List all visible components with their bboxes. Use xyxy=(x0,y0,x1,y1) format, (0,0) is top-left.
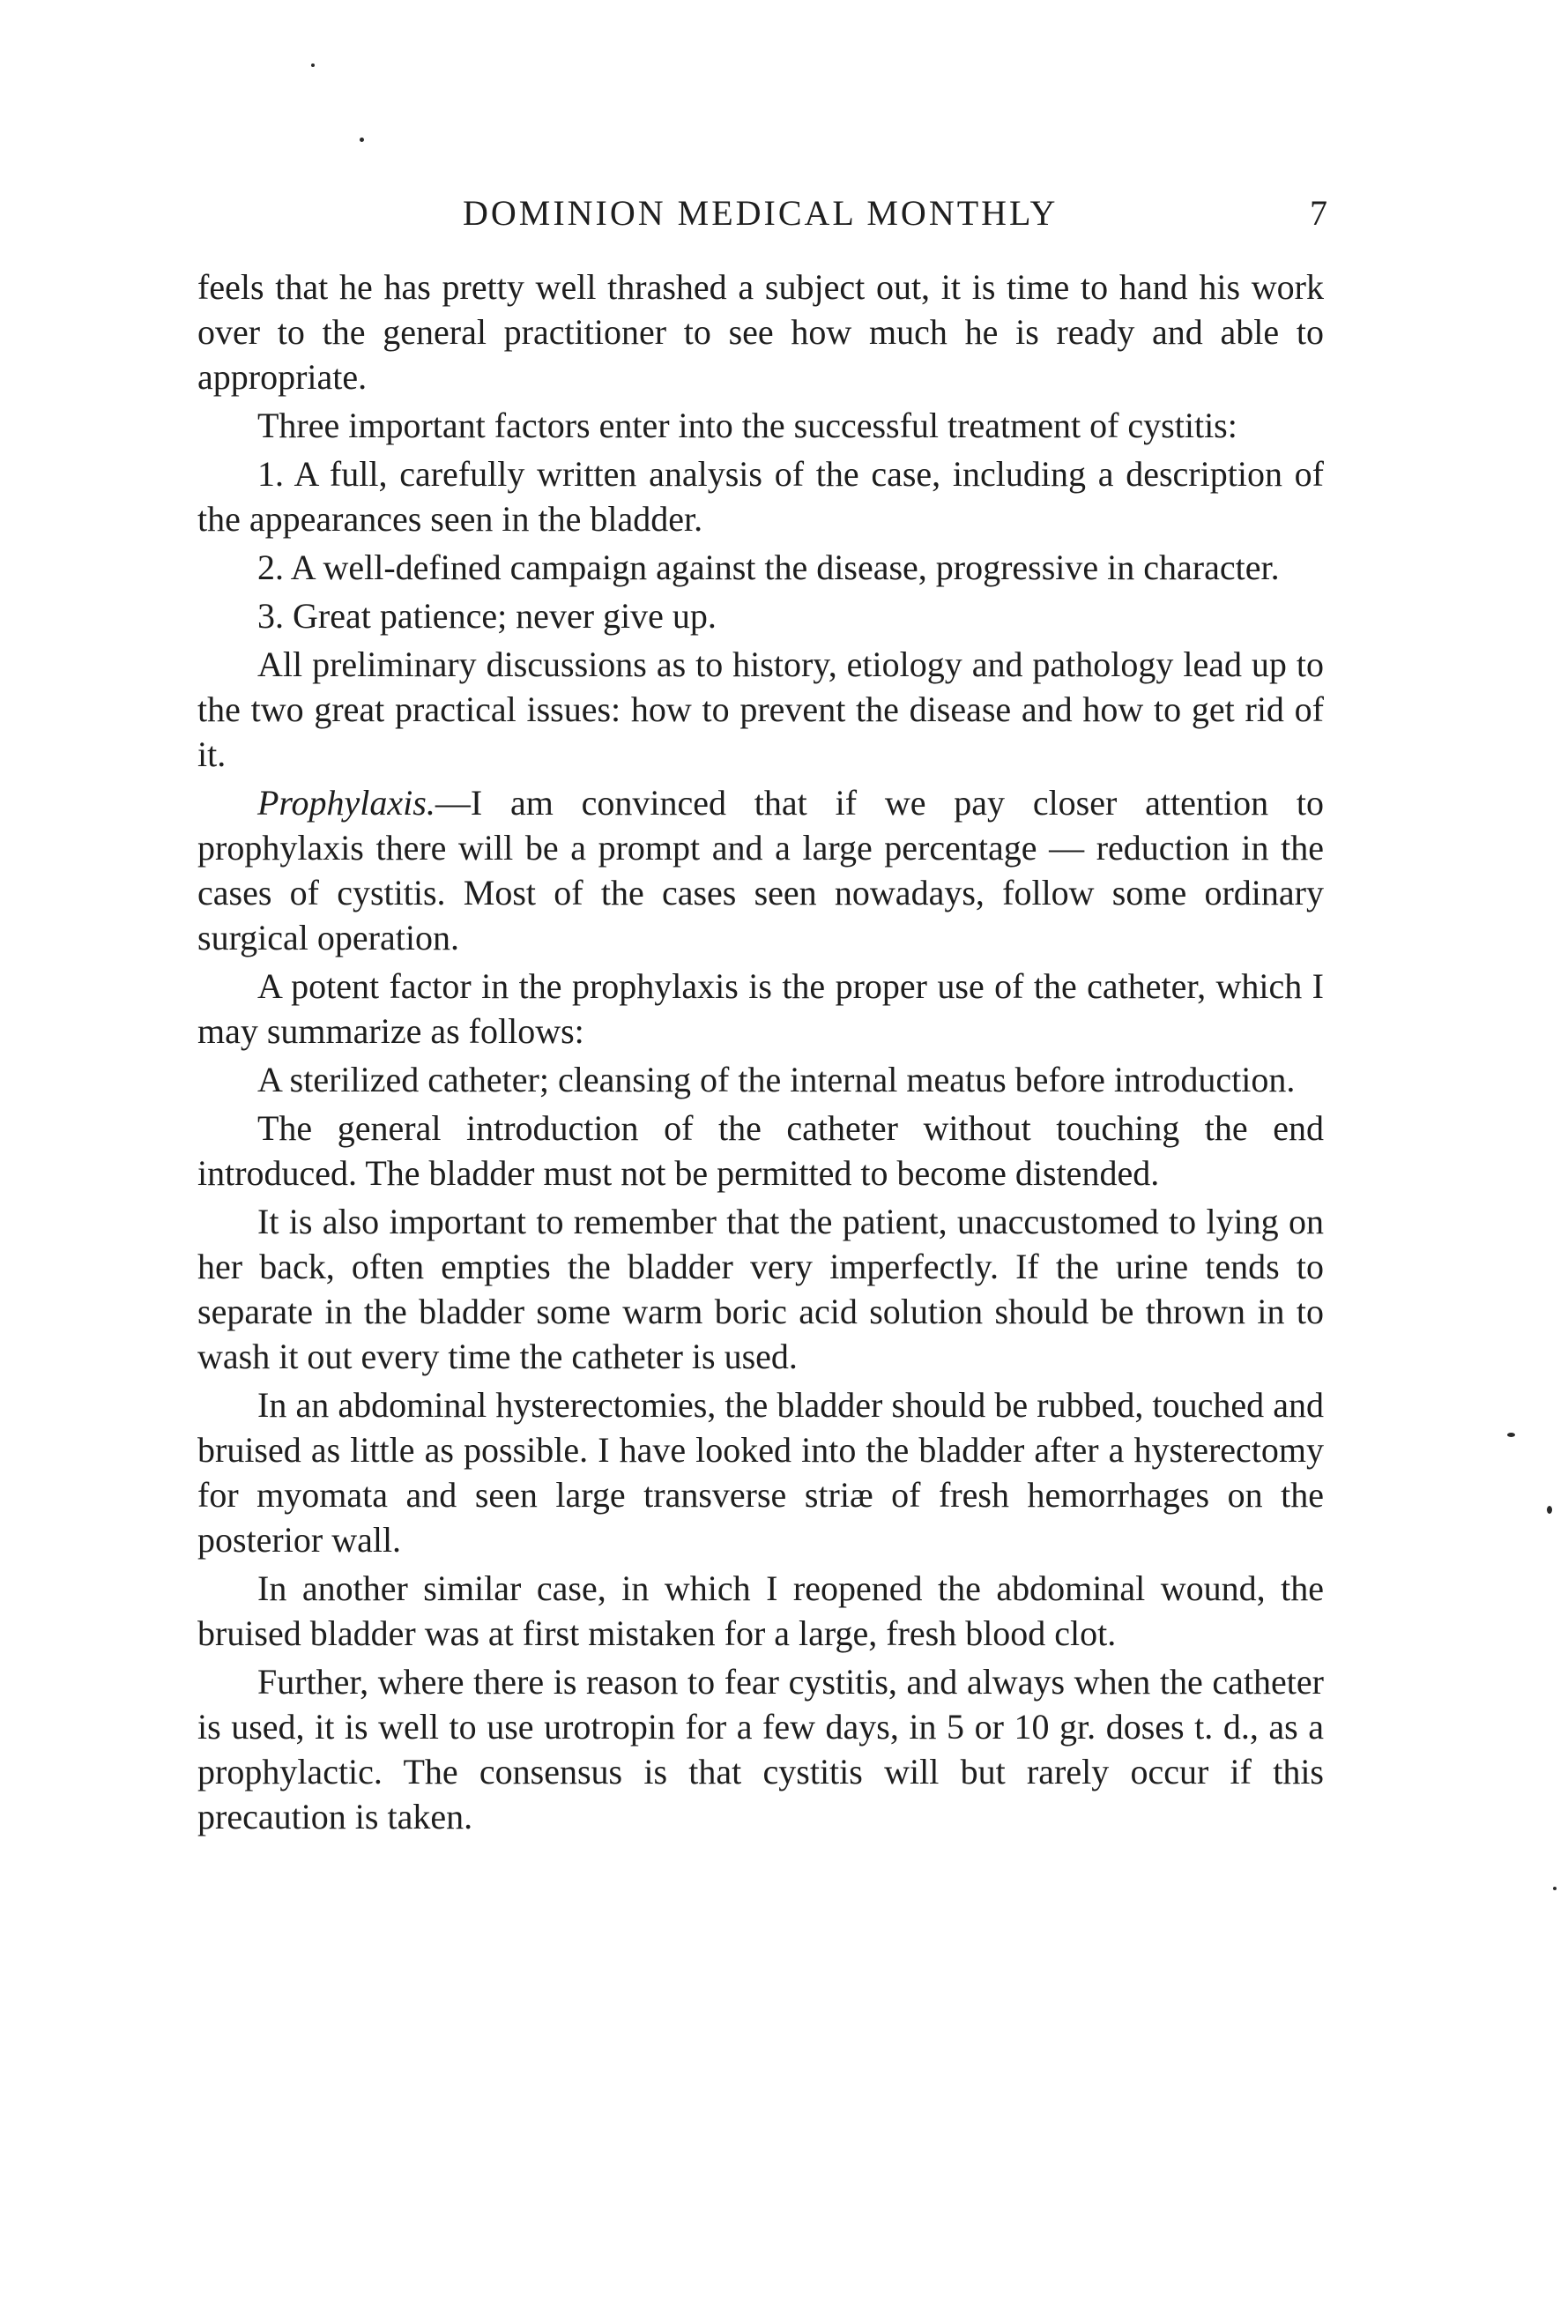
paragraph xyxy=(197,780,1324,960)
scan-speck xyxy=(1547,1506,1552,1514)
paragraph: Three important factors enter into the successful treatment of cystitis: xyxy=(257,406,1237,445)
paragraph: feels that he has pretty well thrashed a subject out, it is time to hand his work over to the general practitioner to see how much he is ready and able to appropriate. xyxy=(197,267,1324,397)
paragraph: It is also important to remember that the patient, unaccustomed to lying on her back, often empties the bladder very imperfectly. If the urine tends to separate in the bladder some warm boric acid solution should be thrown in to wash it out every time the catheter is used. xyxy=(197,1202,1324,1376)
paragraph: The general introduction of the catheter without touching the end introduced. The bladder must not be permitted to become distended. xyxy=(197,1108,1324,1193)
paragraph: A sterilized catheter; cleansing of the internal meatus before introduction. xyxy=(257,1060,1296,1099)
paragraph: A potent factor in the prophylaxis is the proper use of the catheter, which I may summarize as follows: xyxy=(197,966,1324,1051)
running-header xyxy=(0,192,1568,245)
paragraph-text: —I am convinced that if we pay closer attention to prophylaxis there will be a prompt and a large percentage — reduction in the cases of cystitis. Most of the cases seen nowadays, follow some ordinary surgical operation. xyxy=(197,783,1324,957)
paragraph: In an abdominal hysterectomies, the bladder should be rubbed, touched and bruised as little as possible. I have looked into the bladder after a hysterectomy for myomata and seen large transverse striæ of fresh hemorrhages on the posterior wall. xyxy=(197,1385,1324,1560)
scan-speck xyxy=(1553,1887,1557,1890)
list-item: 2. A well-defined campaign against the disease, progressive in character. xyxy=(257,547,1280,587)
scan-speck xyxy=(360,138,364,142)
body-text xyxy=(197,264,1324,1843)
section-run-in-heading: Prophylaxis. xyxy=(257,783,435,823)
page-number: 7 xyxy=(1310,193,1327,233)
running-title: DOMINION MEDICAL MONTHLY xyxy=(463,193,1059,233)
paragraph: In another similar case, in which I reopened the abdominal wound, the bruised bladder was at first mistaken for a large, fresh blood clot. xyxy=(197,1568,1324,1653)
paragraph: Further, where there is reason to fear cystitis, and always when the catheter is used, it is well to use urotropin for a few days, in 5 or 10 gr. doses t. d., as a prophylactic. The consensus is that cystitis will but rarely occur if this precaution is taken. xyxy=(197,1662,1324,1836)
paragraph: All preliminary discussions as to history, etiology and pathology lead up to the two great practical issues: how to prevent the disease and how to get rid of it. xyxy=(197,644,1324,774)
list-item: 3. Great patience; never give up. xyxy=(257,596,717,636)
scan-speck xyxy=(1507,1433,1515,1437)
scan-speck xyxy=(311,63,315,67)
list-item: 1. A full, carefully written analysis of the case, including a description of the appearances seen in the bladder. xyxy=(197,454,1324,539)
